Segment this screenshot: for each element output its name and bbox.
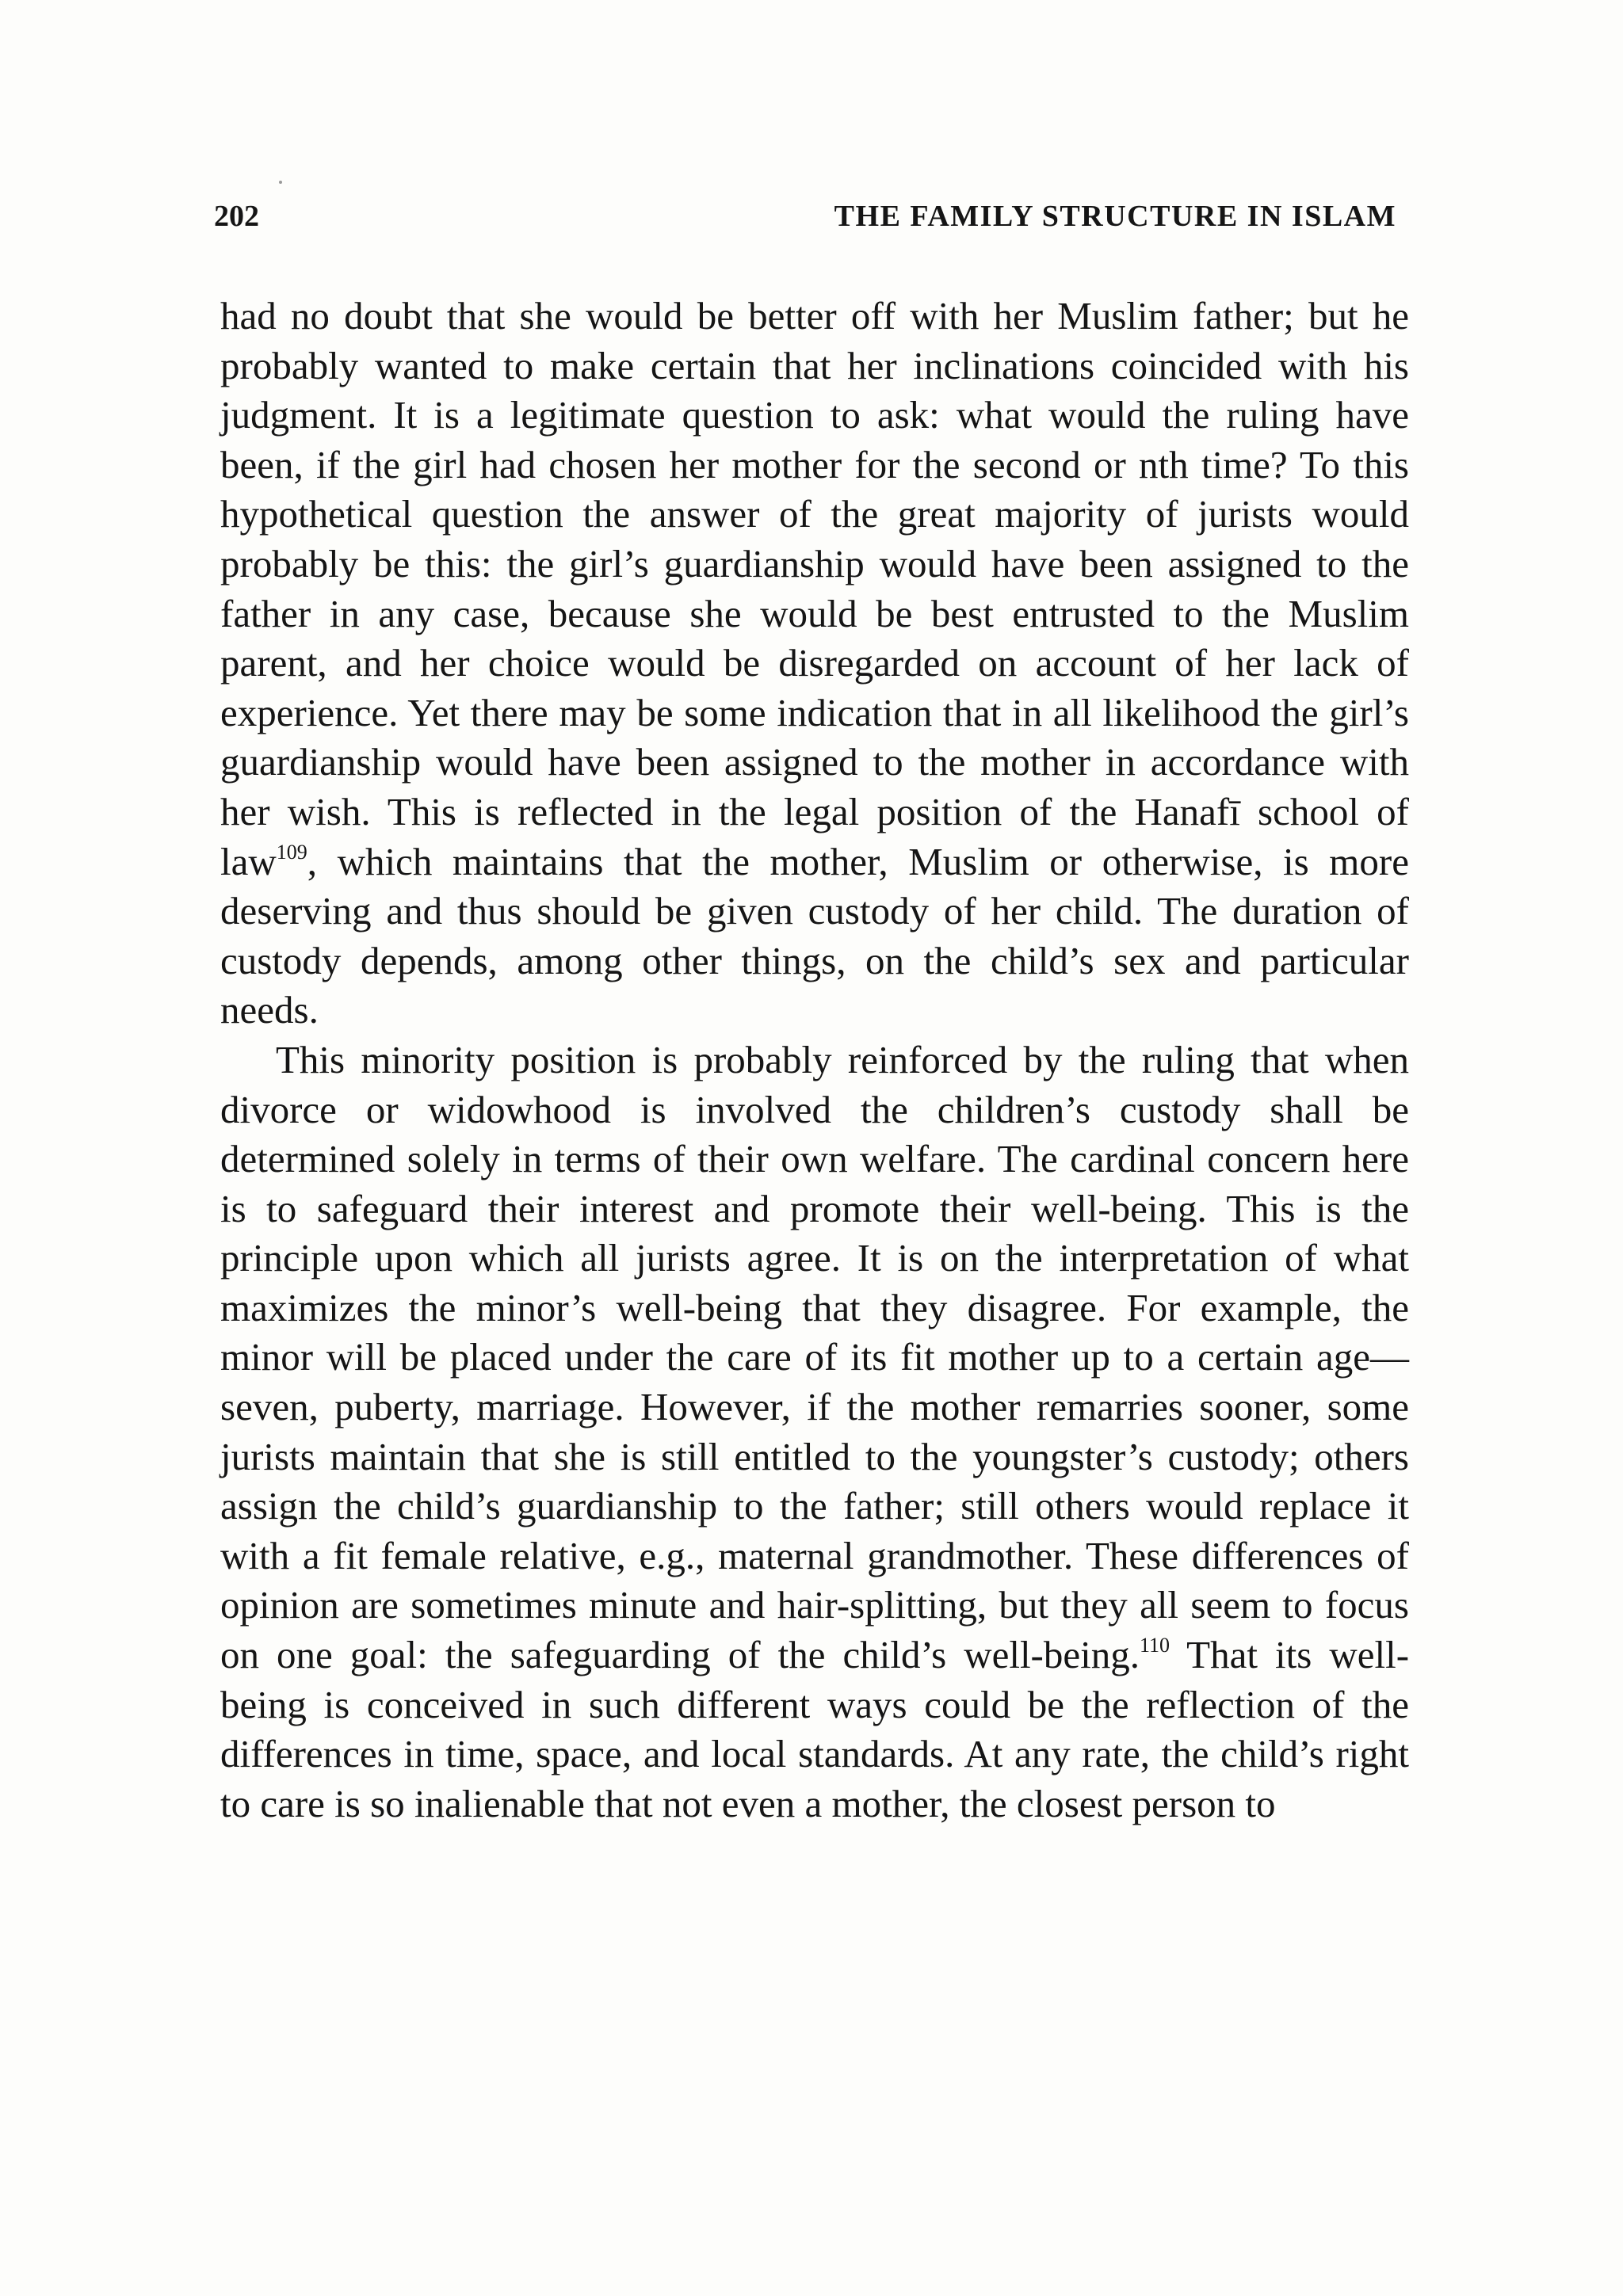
paragraph-2 (220, 1035, 1409, 1829)
footnote-ref-110: 110 (1140, 1634, 1170, 1657)
page-number: 202 (214, 200, 259, 233)
paragraph-2-text-b: That its well-being is conceived in such different ways could be the reflection of the differences in time, space, and local standards. At any rate, the child’s right to care is so inalienable that not even a mother, the closest person to (220, 1633, 1410, 1825)
paragraph-1-text-b: , which maintains that the mother, Muslim or otherwise, is more deserving and thus should be given custody of her child. The duration of custody depends, among other things, on the child’s sex and particular needs. (220, 839, 1409, 1032)
paragraph-1-text-a: had no doubt that she would be better off with her Muslim father; but he probably wanted to make certain that her inclinations coincided with his judgment. It is a legitimate question to ask: what would the ruling have been, if the girl had chosen her mother for the second or nth time? To this hypothetical question the answer of the great majority of jurists would probably be this: the girl’s guardianship would have been assigned to the father in any case, because she would be best entrusted to the Muslim parent, and her choice would be disregarded on account of her lack of experience. Yet there may be some indication that in all likelihood the girl’s guardianship would have been assigned to the mother in accordance with her wish. This is reflected in the legal position of the Hanafī school of law (220, 294, 1409, 883)
footnote-ref-109: 109 (276, 840, 307, 864)
scan-speck (279, 181, 282, 184)
body-text (220, 292, 1409, 1829)
running-title: THE FAMILY STRUCTURE IN ISLAM (834, 200, 1396, 233)
paragraph-2-text-a: This minority position is probably reinforced by the ruling that when divorce or widowhood is involved the children’s custody shall be determined solely in terms of their own welfare. The cardinal concern here is to safeguard their interest and promote their well-being. This is the principle upon which all jurists agree. It is on the interpretation of what maximizes the minor’s well-being that they disagree. For example, the minor will be placed under the care of its fit mother up to a certain age—seven, puberty, marriage. However, if the mother remarries sooner, some jurists maintain that she is still entitled to the youngster’s custody; others assign the child’s guardianship to the father; still others would replace it with a fit female relative, e.g., maternal grandmother. These differences of opinion are sometimes minute and hair-splitting, but they all seem to focus on one goal: the safeguarding of the child’s well-being. (220, 1037, 1409, 1677)
running-header (214, 193, 1396, 240)
paragraph-1 (220, 292, 1409, 1035)
